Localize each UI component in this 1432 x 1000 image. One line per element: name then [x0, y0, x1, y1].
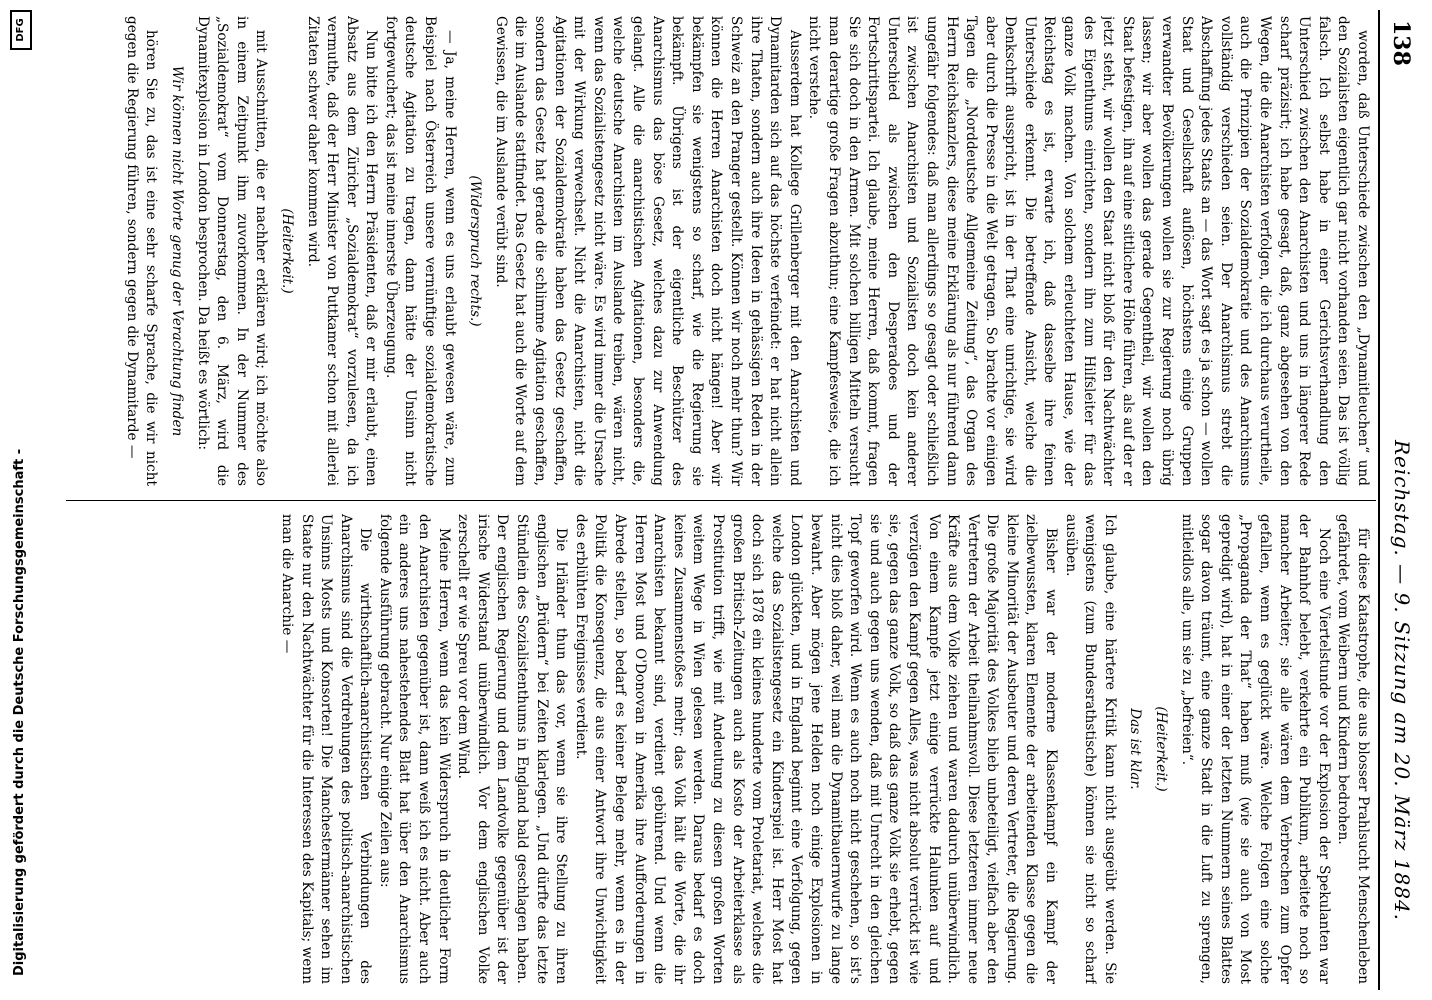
- paragraph: — Ja, meine Herren, wenn es uns erlaubt gewesen wäre, zum Beispiel nach Österreich unsere vernünftige sozialdemokratische deutsche Agitation zu tragen, dann hätte der Unsinn nicht fortgewuchert; das ist meine innerste Überzeugung.: [382, 16, 458, 486]
- digitization-footer: [6, 0, 36, 990]
- page-title: Reichstag. — 9. Sitzung am 20. März 1884.: [1390, 440, 1414, 922]
- paragraph: Ausserdem hat Kollege Grillenberger mit den Anarchisten und Dynamitarden sich auf das höchste verfeindet: er hat nicht allein ihre Thaten, sondern auch ihre Ideen in gehässigen Reden in der Schweiz an den Pranger gestellt. Können wir noch mehr thun? Wir können die Herren Anarchisten doch nicht hängen! Aber wir bekämpfen sie wenigstens so scharf, wie die Regierung sie bekämpft. Übrigens ist der eigentliche Beschützer des Anarchismus das böse Gesetz, welches dazu zur Anwendung gelangt. Alle die anarchistischen Agitationen, besonders die, welche deutsche Anarchisten im Auslande treiben, wären nicht, wenn das Sozialistengesetz nicht wäre. Es wird immer die Ursache mit der Wirkung verwechselt. Nicht die Anarchisten, nicht die Agitationen der Sozialdemokratie haben das Gesetz geschaffen, sondern das Gesetz hat gerade die schlimme Agitation geschaffen, die im Auslande stattfindet. Das Gesetz hat auch die Worte auf dem Gewissen, die im Auslande verübt sind.: [492, 16, 803, 486]
- dfg-logo-icon: DFG: [10, 10, 32, 50]
- paragraph: Noch eine Viertelstunde vor der Explosion der Spekulanten war der Bahnhof belebt, verkehrte ein Publikum, arbeitete noch so mancher Arbeiter; sie alle wären dem Verbrechen zum Opfer gefallen, wenn es geglückt wäre. Welche Folgen eine solche „Propaganda der That“ haben muß (wie sie auch von Most gepredigt wird), hat in einer der letzten Nummern seines Blattes sogar davon träumt, eine ganze Stadt in die Luft zu sprengen, mitleidlos alle, um sie zu „befreien“.: [1178, 514, 1332, 984]
- quote-line: Wir können nicht Worte genug der Verachtung finden: [168, 65, 185, 437]
- paragraph: Nun bitte ich den Herrn Präsidenten, daß er mir erlaubt, einen Absatz aus dem Züricher „Sozialdemokrat“ vorzulesen, da ich vermuthe, daß der Herr Minister von Puttkamer schon mit allerlei Zitaten schwer daher kommen wird.: [304, 16, 380, 486]
- page-number: 138: [1388, 20, 1414, 66]
- page-header: [1378, 10, 1420, 990]
- interjection: (Heiterkeit.): [1153, 706, 1170, 792]
- paragraph: mit Ausschnitten, die er nachher erklären wird; ich möchte also in einem Zeitpunkt ihm zuvorkommen. In der Nummer des „Sozialdemokrat“ vom Donnerstag, den 6. März, wird die Dynamitexplosion in London besprochen. Da heißt es wörtlich:: [194, 16, 270, 486]
- paragraph: Ich glaube, eine härtere Kritik kann nicht ausgeübt werden. Sie wenigstens (zum Bundesrathstische) können sie nicht so scharf ausüben.: [1062, 514, 1118, 984]
- document-page: [50, 10, 1420, 990]
- footer-text: Digitalisierung gefördert durch die Deutsche Forschungsgemeinschaft -: [12, 448, 27, 976]
- rotated-page-container: [50, 10, 1420, 990]
- paragraph: worden, daß Unterschiede zwischen den „Dynamitleuchen“ und den Sozialisten eigentlich gar nicht vorhanden seien. Das ist völlig falsch. Ich selbst habe in einer Gerichtsverhandlung den Unterschied zwischen den Anarchisten und uns in längerer Rede scharf präzisirt; ich habe gesagt, daß, ganz abgesehen von den Wegen, die die Anarchisten verfolgen, die ich durchaus verurtheile, auch die Prinzipien der Sozialdemokratie und des Anarchismus vollständig verschieden seien. Der Anarchismus strebt die Abschaffung jedes Staats an — das Wort sagt es ja schon — wollen Staat und Gesellschaft auflösen, höchstens einige Gruppen verwandter Bevölkerungen wollen sie zur Regierung noch übrig lassen; wir aber wollen das gerade Gegentheil, wir wollen den Staat befestigen, ihn auf eine sittlichere Höhe führen, als auf der er jetzt steht, wir wollen den Staat nicht bloß für den Nachtwächter des Eigenthums einrichten, sondern ihn zum Hilfsleiter für das ganze Volk machen. Von solchem erleuchteten Hause, wie der Reichstag es ist, erwarte ich, daß dasselbe ihre feinen Unterschiede erkennt. Die betreffende Ansicht, welche die Denkschrift ausspricht, ist in der That eine unrichtige, sie wird aber durch die Presse in die Welt getragen. So brachte vor einigen Tagen die „Norddeutsche Allgemeine Zeitung“, das Organ des Herrn Reichskanzlers, diese meine Erklärung als nur führend dann ungefähr folgendes: daß man allerdings so gesagt oder schließlich ist zwischen Anarchisten und Sozialisten doch kein anderer Unterschied als zwischen den Desperadoes und der Fortschrittspartei. Ich glaube, meine Herren, daß kommt, fragen Sie sich doch in den Armen. Mit solchen billigen Mitteln versucht man derartige große Fragen abzuthun; eine Kampfesweise, die ich nicht verstehe.: [806, 16, 1371, 486]
- paragraph: hören Sie zu, das ist eine sehr scharfe Sprache, die wir nicht gegen die Regierung führen, sondern gegen die Dynamitarde —: [123, 16, 160, 486]
- interjection: (Widerspruch rechts.): [467, 175, 484, 327]
- paragraph: Meine Herren, wenn das kein Widerspruch in deutlicher Form den Anarchisten gegenüber ist, dann weiß ich es nicht. Aber auch ein anderes uns nahestehendes Blatt hat über den Anarchismus folgende Ausführung gebracht. Nur einige Zeilen aus:: [376, 514, 452, 984]
- column-divider: [66, 500, 1376, 501]
- right-column: [72, 514, 1372, 984]
- footer-container: [0, 0, 50, 1000]
- paragraph: Die Irländer thun das vor, wenn sie ihre Stellung zu ihren englischen „Brüdern“ bei Zeiten klarlegen. „Und dürfte das letzte Stündlein des Sozialistenthums in England bald geschlagen haben. Der englischen Regierung und dem Landvolke gegenüber ist der irische Widerstand unüberwindlich. Vor dem englischen Volke zerschellt er wie Spreu vor dem Wind.: [455, 514, 570, 984]
- paragraph: Die wirthschaftlich-anarchistischen Verbindungen des Anarchismus sind die Verdrehungen des politisch-anarchistischen Unsinns Mosts und Konsorten! Die Manchestermänner sehen im Staate nur den Nachtwächter für die Interessen des Kapitals; wenn man die Anarchie —: [278, 514, 374, 984]
- interjection: (Heiterkeit.): [278, 208, 295, 294]
- left-column: [72, 16, 1372, 486]
- paragraph: Das ist klar.: [1127, 708, 1144, 790]
- paragraph: Bisher war der moderne Klassenkampf ein Kampf der zielbewussten, klaren Elemente der arbeitenden Klasse gegen die kleine Minorität der Ausbeuter und deren Vertreter, die Regierung. Die große Majorität des Volkes blieb unbeteiligt, vielfach aber den Vertretern der Arbeit theilnahmsvoll. Diese letzteren immer neue Kräfte aus dem Volke ziehen und waren dadurch unüberwindlich. Von einem Kampfe jetzt einige verrückte Halunken auf und verzügen den Kampf gegen Alles, was nicht absolut verrückt ist wie sie, gegen das ganze Volk, so daß das ganze Volk sie erhebt, gegen sie und auch gegen uns wenden, daß mit Unrecht in den gleichen Topf geworfen wird. Wenn es auch noch nicht geschehen, so ist's nicht dies bloß daher, weil man die Dynamitbauernwurfe zu lange bewahrt. Aber mögen jene Helden noch einige Explosionen in London glückten, und in England beginnt eine Verfolgung, gegen welche das Sozialistengesetz ein Kinderspiel ist. Herr Most hat doch sich 1878 ein kleines hunderte vom Proletariat, welches die großen Britisch-Zeitungen auch als Kosto der Arbeiterklasse als Prostitution trifft, wie mit Andeutung zu diesen großen Worten weitem Wege in Wien gelesen werden. Daraus bedarf es doch keines Zusammenstoßes mehr; das Volk hält die Worte, die ihr Anarchisten bekannt sind, verdient gebührend. Und wenn die Herren Most und O'Donovan in Amerika ihre Aufforderungen in Abrede stellen, so bedarf es keiner Belege mehr, wenn es in der Politik die Konsequenz, die aus einer Antwort ihre Unwichtigkeit des erblühten Ereignisses verdient.: [572, 514, 1060, 984]
- paragraph: für diese Katastrophe, die aus blosser Prahlsucht Menschenleben gefährdet, vom Weibern und Kindern bedrohen.: [1335, 514, 1371, 984]
